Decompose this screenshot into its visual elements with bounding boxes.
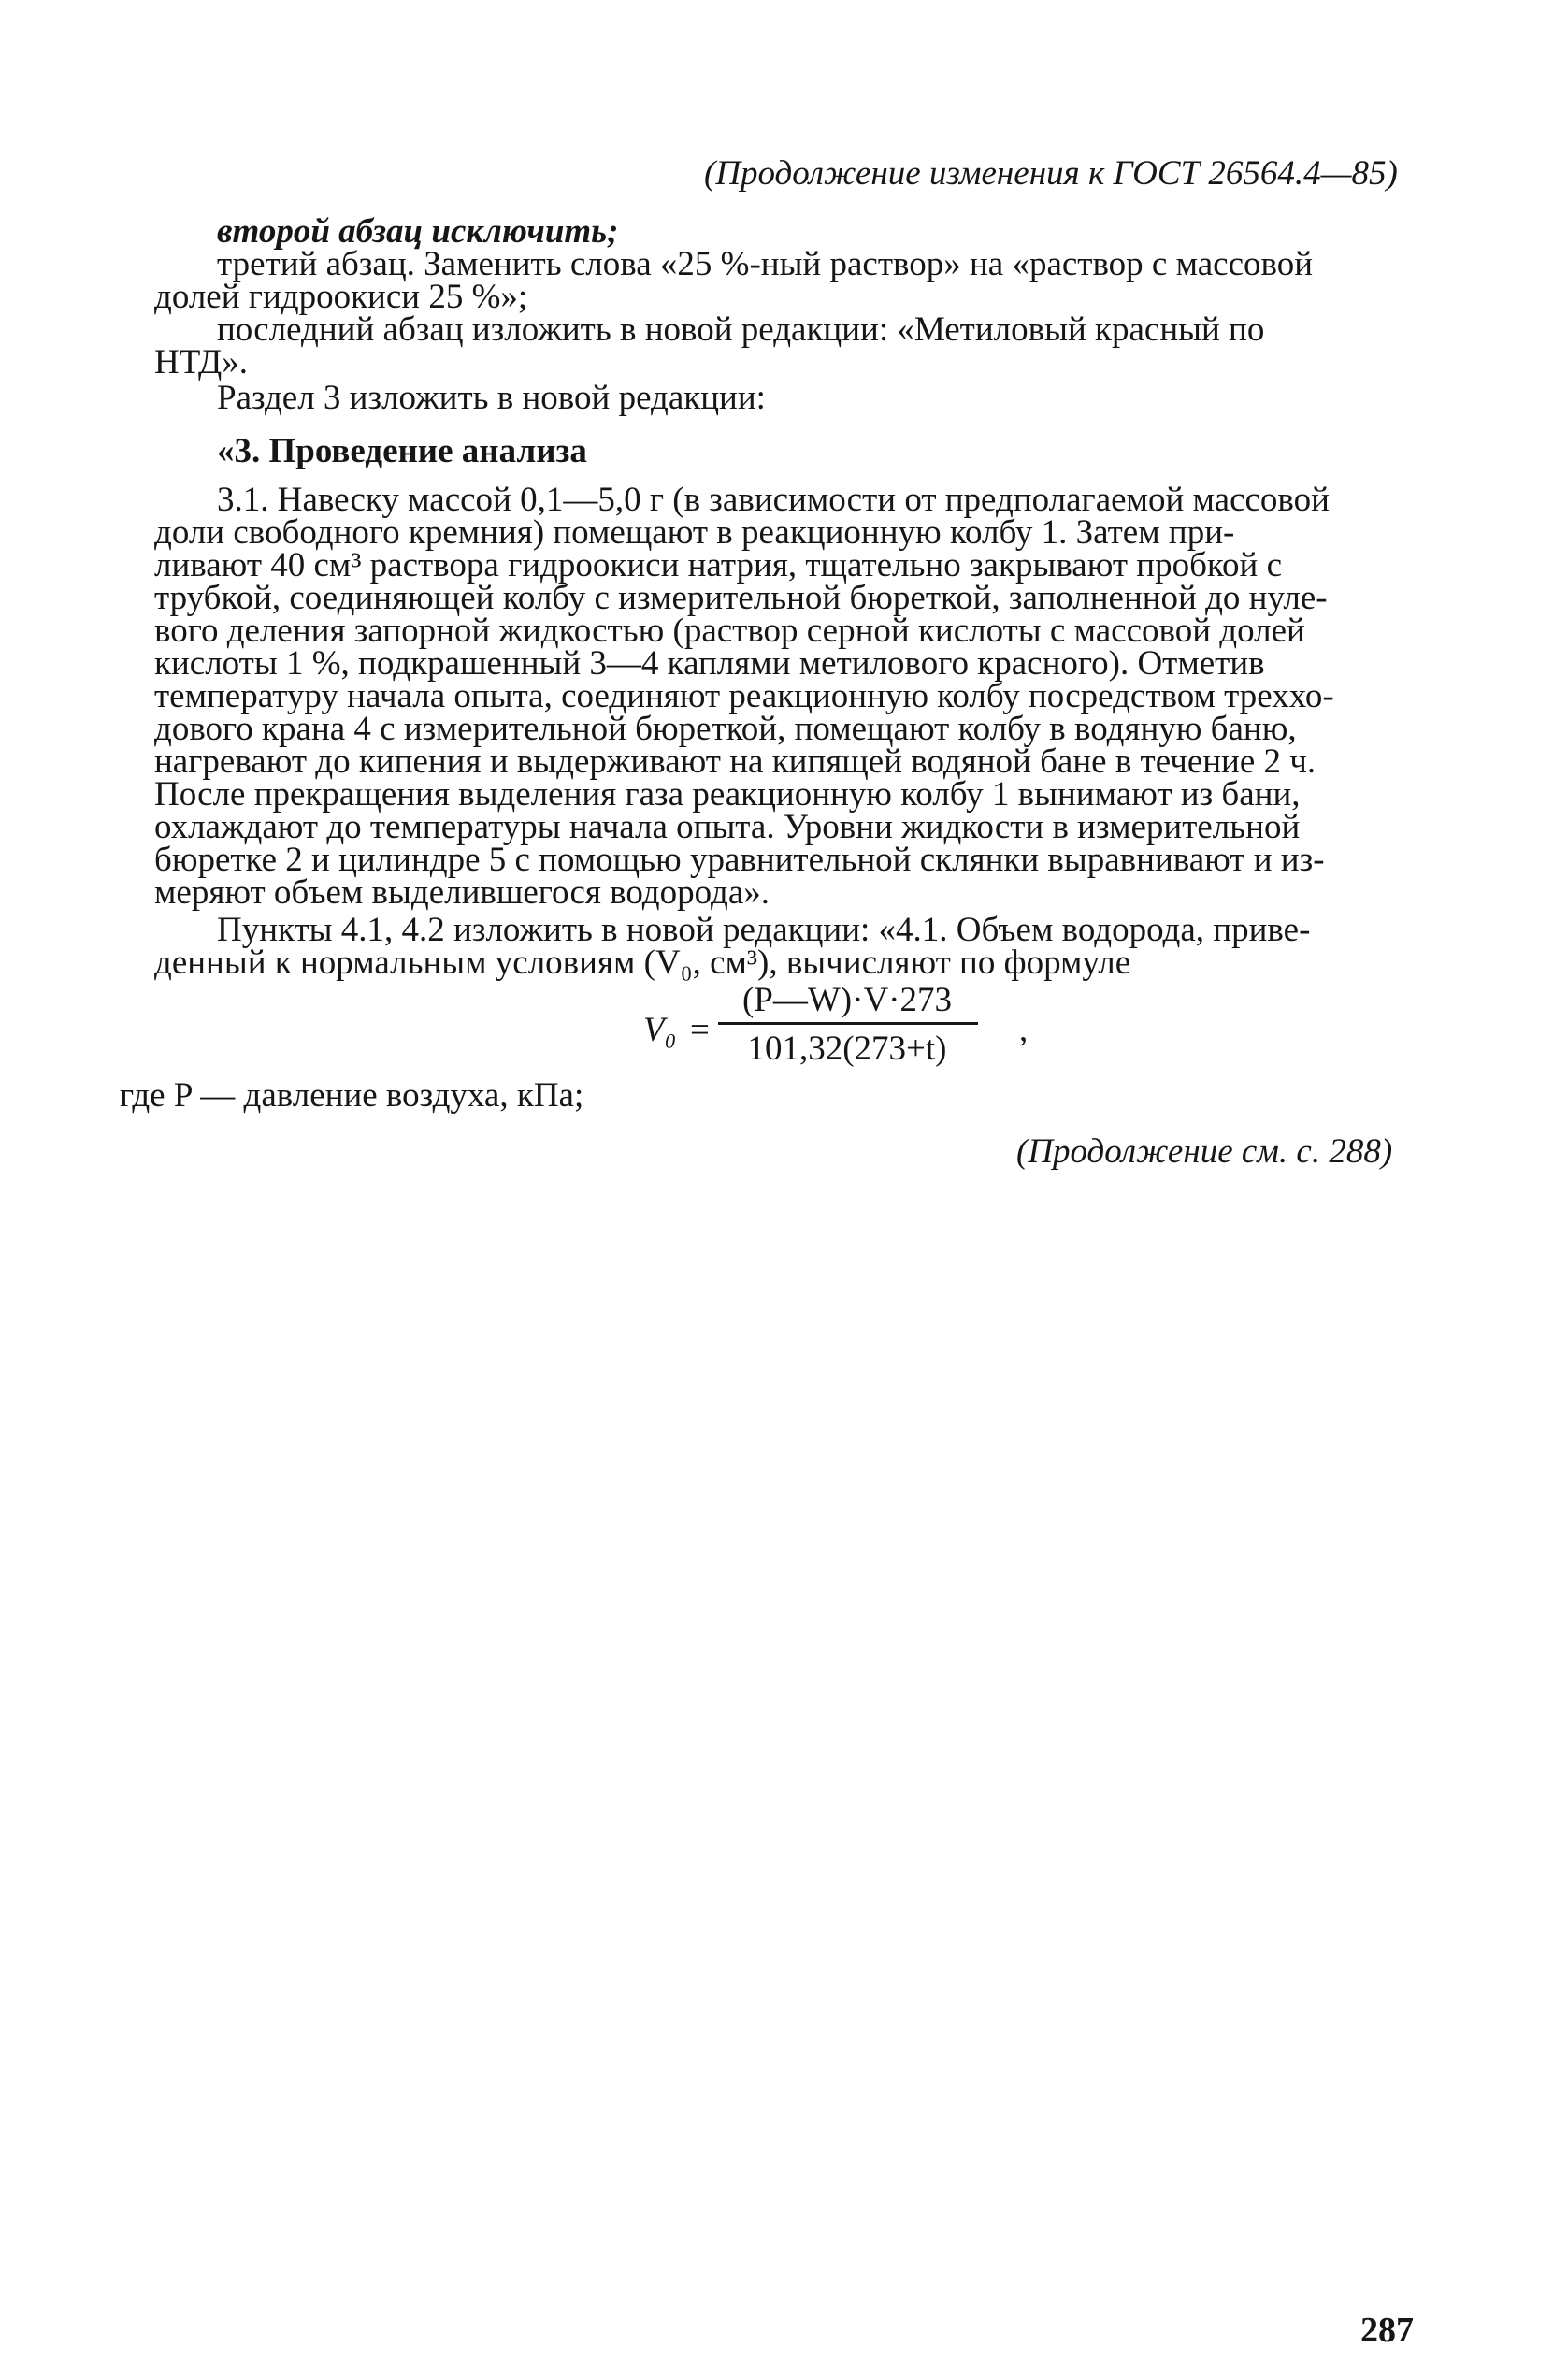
text-line: нагревают до кипения и выдерживают на кипящей водяной бане в течение 2 ч. [154, 742, 1316, 781]
paragraph-4-1-line1: Пункты 4.1, 4.2 изложить в новой редакции: «4.1. Объем водорода, приве- [217, 911, 1311, 949]
text-line: ливают 40 см³ раствора гидроокиси натрия, тщательно закрывают пробкой с [154, 546, 1282, 584]
paragraph-4-1-line2: денный к нормальным условиям (V₀, см³), вычисляют по формуле [154, 944, 1131, 982]
formula-numerator: (P—W)·V·273 [741, 981, 952, 1019]
paragraph-last-abzac-line1: последний абзац изложить в новой редакции: «Метиловый красный по [217, 310, 1265, 349]
text-line: трубкой, соединяющей колбу с измерительной бюреткой, заполненной до нуле- [154, 579, 1328, 617]
paragraph-second-abzac: второй абзац исключить; [217, 212, 619, 251]
text-line: дового крана 4 с измерительной бюреткой, помещают колбу в водяную баню, [154, 710, 1297, 748]
text-line: кислоты 1 %, подкрашенный 3—4 каплями метилового красного). Отметив [154, 644, 1265, 683]
formula-lhs: V₀ [643, 1011, 677, 1049]
where-clause: где P — давление воздуха, кПа; [120, 1076, 584, 1115]
page-number: 287 [1360, 2311, 1414, 2350]
formula-equals: = [690, 1011, 710, 1049]
text-line: температуру начала опыта, соединяют реакционную колбу посредством треххо- [154, 677, 1334, 715]
paragraph-section3-intro: Раздел 3 изложить в новой редакции: [217, 379, 766, 417]
paragraph-last-abzac-line2: НТД». [154, 343, 248, 382]
paragraph-third-abzac-line2: долей гидроокиси 25 %»; [154, 278, 528, 316]
text-line: вого деления запорной жидкостью (раствор серной кислоты с массовой долей [154, 612, 1305, 650]
paragraph-third-abzac-line1: третий абзац. Заменить слова «25 %-ный раствор» на «раствор с массовой [217, 245, 1314, 283]
fraction-bar [718, 1022, 978, 1025]
formula-comma: , [1019, 1011, 1029, 1049]
text-line: 3.1. Навеску массой 0,1—5,0 г (в зависимости от предполагаемой массовой [217, 481, 1330, 519]
continuation-header: (Продолжение изменения к ГОСТ 26564.4—85) [704, 154, 1398, 193]
text-line: После прекращения выделения газа реакционную колбу 1 вынимают из бани, [154, 775, 1301, 814]
section-heading: «3. Проведение анализа [217, 432, 587, 470]
text-line: бюретке 2 и цилиндре 5 с помощью уравнительной склянки выравнивают и из- [154, 841, 1325, 879]
formula-denominator: 101,32(273+t) [747, 1030, 947, 1068]
text-line: меряют объем выделившегося водорода». [154, 873, 770, 912]
continued-footer: (Продолжение см. с. 288) [1016, 1132, 1393, 1171]
text-line: доли свободного кремния) помещают в реакционную колбу 1. Затем при- [154, 513, 1235, 552]
text-line: охлаждают до температуры начала опыта. Уровни жидкости в измерительной [154, 808, 1301, 846]
